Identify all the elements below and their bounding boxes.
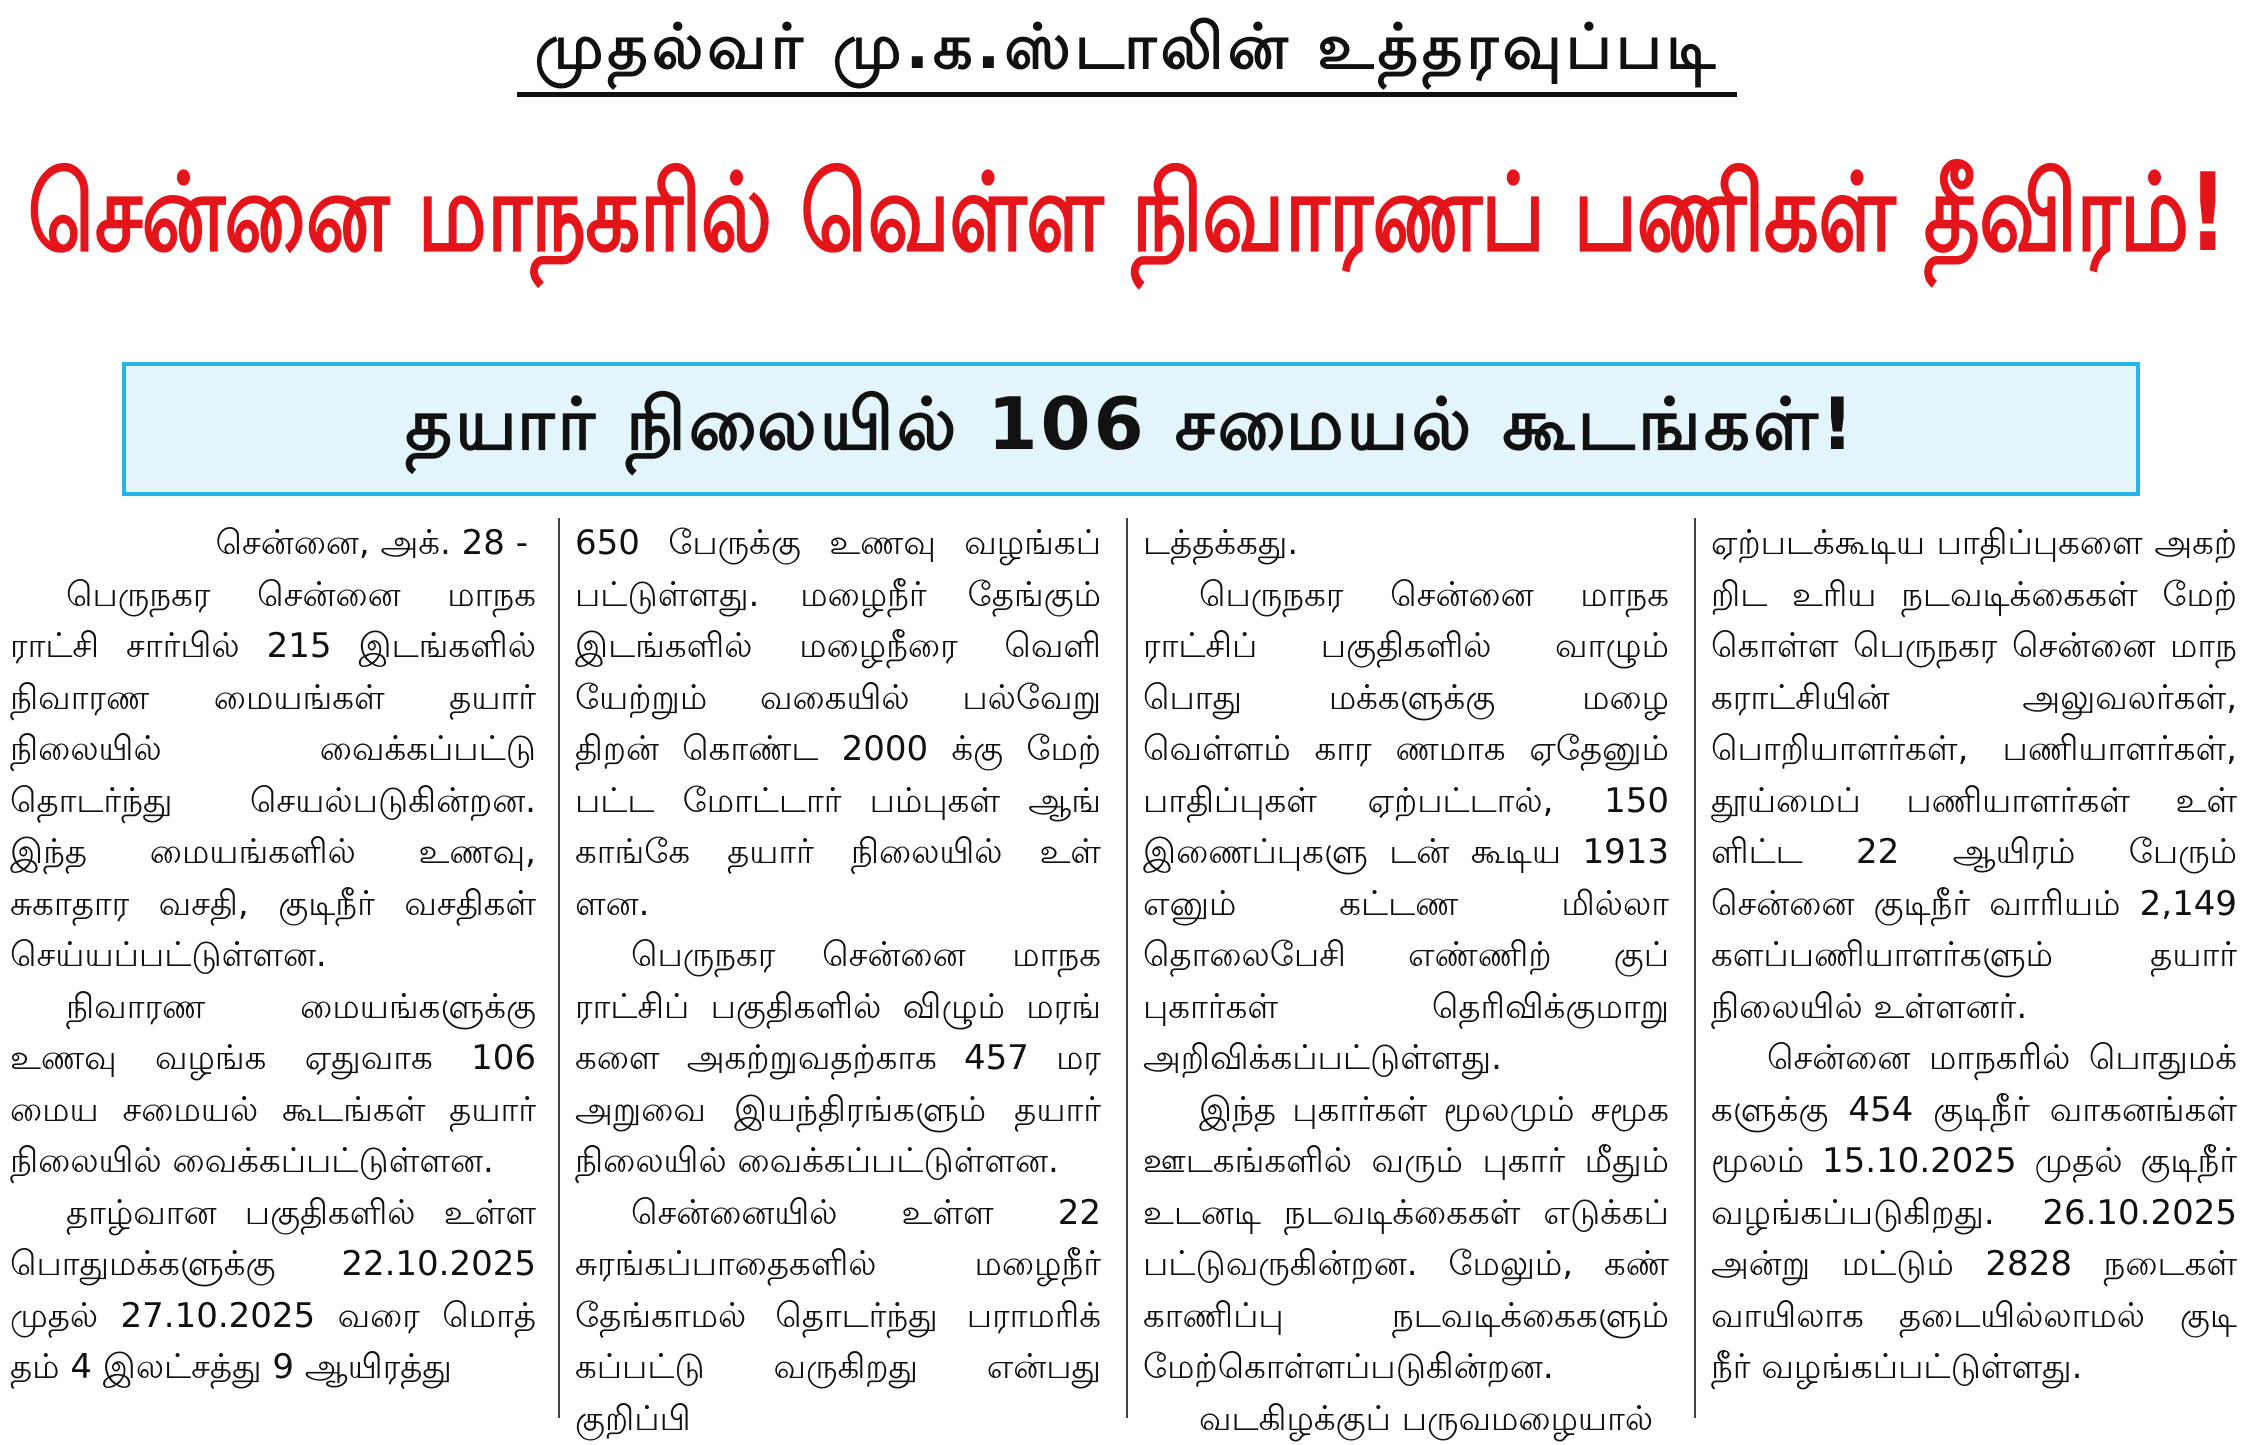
article-body xyxy=(0,518,2254,1418)
kicker-text: முதல்வர் மு.க.ஸ்டாலின் உத்தரவுப்படி xyxy=(517,8,1738,97)
column-3 xyxy=(1143,518,1669,1445)
paragraph: வடகிழக்குப் பருவமழையால் xyxy=(1143,1394,1669,1445)
paragraph: 650 பேருக்கு உணவு வழங்கப் பட்டுள்ளது. மழைநீர் தேங்கும் இடங்களில் மழைநீரை வெளி யேற்றும் வகையில் பல்வேறு திறன் கொண்ட 2000 க்கு மேற் பட்ட மோட்டார் பம்புகள் ஆங் காங்கே தயார் நிலையில் உள் ளன. xyxy=(575,518,1101,930)
paragraph: இந்த புகார்கள் மூலமும் சமூக ஊடகங்களில் வரும் புகார் மீதும் உடனடி நடவடிக்கைகள் எடுக்கப் பட்டுவருகின்றன. மேலும், கண் காணிப்பு நடவடிக்கைகளும் மேற்கொள்ளப்படுகின்றன. xyxy=(1143,1085,1669,1394)
subheadline: தயார் நிலையில் 106 சமையல் கூடங்கள்! xyxy=(405,382,1857,476)
paragraph: சென்னை மாநகரில் பொதுமக் களுக்கு 454 குடிநீர் வாகனங்கள் மூலம் 15.10.2025 முதல் குடிநீர் வழங்கப்படுகிறது. 26.10.2025 அன்று மட்டும் 2828 நடைகள் வாயிலாக தடையில்லாமல் குடி நீர் வழங்கப்பட்டுள்ளது. xyxy=(1711,1033,2237,1394)
paragraph: சென்னையில் உள்ள 22 சுரங்கப்பாதைகளில் மழைநீர் தேங்காமல் தொடர்ந்து பராமரிக் கப்பட்டு வருகிறது என்பது குறிப்பி xyxy=(575,1188,1101,1445)
paragraph: பெருநகர சென்னை மாநக ராட்சிப் பகுதிகளில் வாழும் பொது மக்களுக்கு மழை வெள்ளம் கார ணமாக ஏதேனும் பாதிப்புகள் ஏற்பட்டால், 150 இணைப்புகளு டன் கூடிய 1913 எனும் கட்டண மில்லா தொலைபேசி எண்ணிற் குப் புகார்கள் தெரிவிக்குமாறு அறிவிக்கப்பட்டுள்ளது. xyxy=(1143,570,1669,1085)
column-1 xyxy=(10,518,536,1394)
paragraph: பெருநகர சென்னை மாநக ராட்சி சார்பில் 215 இடங்களில் நிவாரண மையங்கள் தயார் நிலையில் வைக்கப்பட்டு தொடர்ந்து செயல்படுகின்றன. இந்த மையங்களில் உணவு, சுகாதார வசதி, குடிநீர் வசதிகள் செய்யப்பட்டுள்ளன. xyxy=(10,570,536,982)
column-4 xyxy=(1711,518,2237,1394)
column-divider xyxy=(558,518,560,1418)
column-divider xyxy=(1694,518,1696,1418)
column-2 xyxy=(575,518,1101,1445)
subheadline-box xyxy=(122,362,2140,496)
paragraph: நிவாரண மையங்களுக்கு உணவு வழங்க ஏதுவாக 106 மைய சமையல் கூடங்கள் தயார் நிலையில் வைக்கப்பட்டுள்ளன. xyxy=(10,982,536,1188)
headline: சென்னை மாநகரில் வெள்ள நிவாரணப் பணிகள் தீவிரம்! xyxy=(0,150,2254,279)
dateline: சென்னை, அக். 28 - xyxy=(10,518,536,570)
paragraph: பெருநகர சென்னை மாநக ராட்சிப் பகுதிகளில் விழும் மரங் களை அகற்றுவதற்காக 457 மர அறுவை இயந்திரங்களும் தயார் நிலையில் வைக்கப்பட்டுள்ளன. xyxy=(575,930,1101,1188)
column-divider xyxy=(1126,518,1128,1418)
paragraph: டத்தக்கது. xyxy=(1143,518,1669,570)
kicker-line xyxy=(0,8,2254,97)
paragraph: ஏற்படக்கூடிய பாதிப்புகளை அகற் றிட உரிய நடவடிக்கைகள் மேற் கொள்ள பெருநகர சென்னை மாந கராட்சியின் அலுவலர்கள், பொறியாளர்கள், பணியாளர்கள், தூய்மைப் பணியாளர்கள் உள் ளிட்ட 22 ஆயிரம் பேரும் சென்னை குடிநீர் வாரியம் 2,149 களப்பணியாளர்களும் தயார் நிலையில் உள்ளனர். xyxy=(1711,518,2237,1033)
paragraph: தாழ்வான பகுதிகளில் உள்ள பொதுமக்களுக்கு 22.10.2025 முதல் 27.10.2025 வரை மொத் தம் 4 இலட்சத்து 9 ஆயிரத்து xyxy=(10,1188,536,1394)
